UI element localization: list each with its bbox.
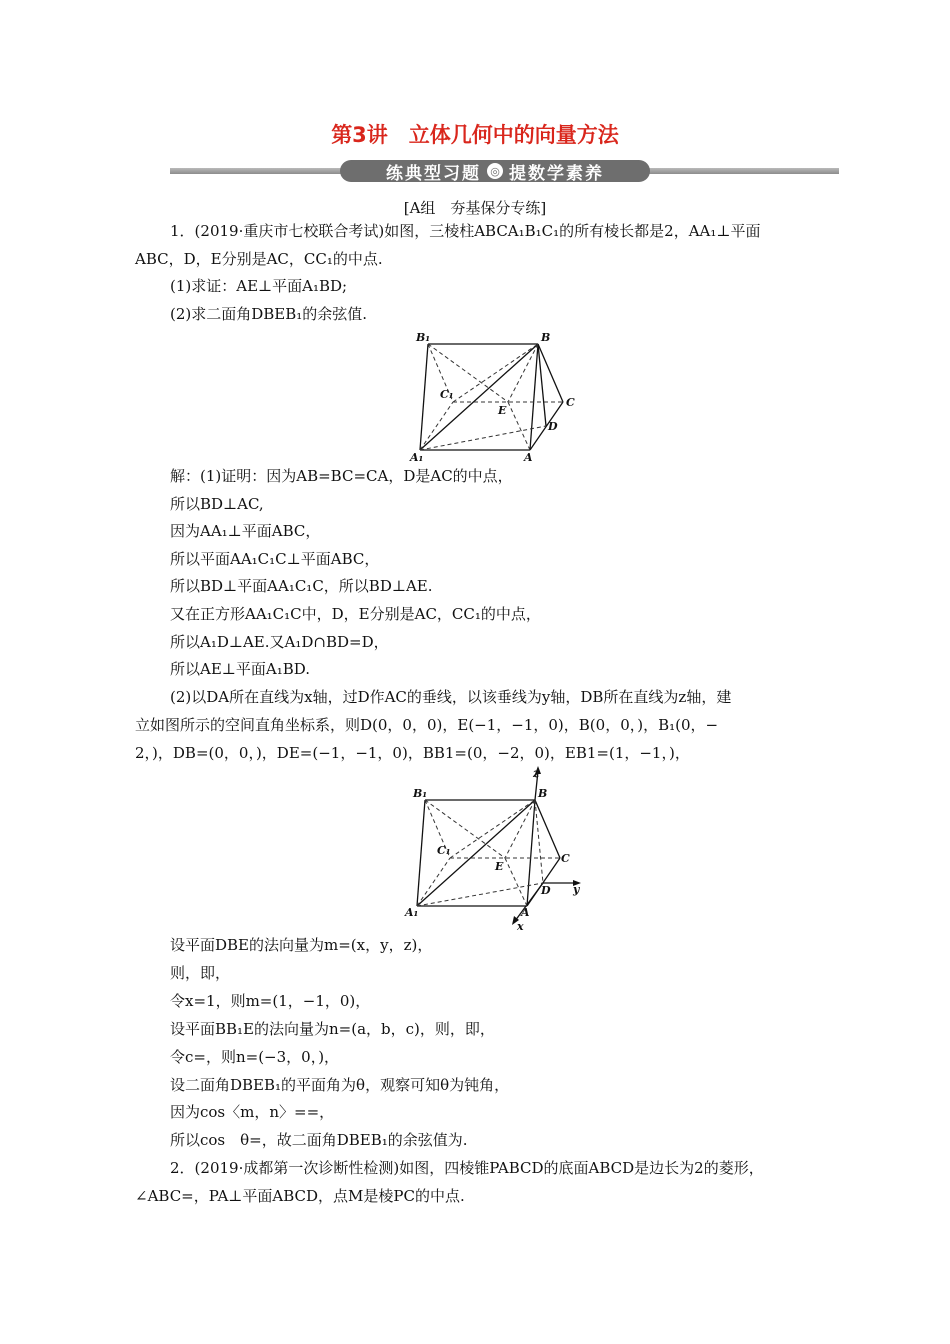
banner-right-text: 提数学素养 [509,163,604,184]
prism-figure-2 [395,763,595,933]
banner-pill [340,160,650,182]
fig2-label-a: A [521,906,530,919]
solution-part2-line-7: 设平面BB₁E的法向量为n=(a，b，c)，则，即， [170,1020,495,1038]
page-title: 第3讲 立体几何中的向量方法 [331,123,619,147]
problem-1-line-1: 1．(2019·重庆市七校联合考试)如图，三棱柱ABCA₁B₁C₁的所有棱长都是2，AA₁⊥平面 [170,222,761,240]
section-banner [170,160,839,182]
fig2-label-c1: C₁ [437,844,451,857]
solution-line-7: 所以A₁D⊥AE.又A₁D∩BD=D， [170,633,389,651]
solution-part2-line-5: 则，即， [170,964,231,982]
problem-2-line-2: ∠ABC=，PA⊥平面ABCD，点M是棱PC的中点. [135,1187,465,1205]
section-heading: [A组 夯基保分专练] [403,199,547,217]
fig2-label-b1: B₁ [413,787,428,800]
solution-part2-line-2: 立如图所示的空间直角坐标系，则D(0，0，0)，E(−1，−1，0)，B(0，0，)，B₁(0，− [135,716,719,734]
fig2-label-d: D [541,884,551,897]
solution-part2-line-8: 令c=，则n=(−3，0，)， [170,1048,340,1066]
fig1-label-b1: B₁ [416,331,431,344]
fig2-label-y: y [573,883,580,896]
fig1-label-b: B [541,331,551,344]
solution-part2-line-1: (2)以DA所在直线为x轴，过D作AC的垂线，以该垂线为y轴，DB所在直线为z轴，建 [170,688,732,706]
solution-part2-line-9: 设二面角DBEB₁的平面角为θ，观察可知θ为钝角， [170,1076,510,1094]
solution-line-8: 所以AE⊥平面A₁BD. [170,660,311,678]
fig2-label-z: z [533,767,540,780]
fig2-label-a1: A₁ [405,906,419,919]
fig1-label-c1: C₁ [440,388,454,401]
fig2-label-c: C [561,852,570,865]
solution-line-1: 解：(1)证明：因为AB=BC=CA，D是AC的中点， [170,467,513,485]
solution-line-6: 又在正方形AA₁C₁C中，D，E分别是AC，CC₁的中点， [170,605,541,623]
solution-line-4: 所以平面AA₁C₁C⊥平面ABC， [170,550,380,568]
fig2-label-e: E [495,860,504,873]
problem-1-part-2: (2)求二面角DBEB₁的余弦值. [170,305,368,323]
problem-1-part-1: (1)求证：AE⊥平面A₁BD; [170,277,348,295]
banner-left-text: 练典型习题 [386,163,481,184]
problem-1-line-2: ABC，D，E分别是AC，CC₁的中点. [135,250,383,268]
fig1-label-e: E [498,404,507,417]
solution-line-5: 所以BD⊥平面AA₁C₁C，所以BD⊥AE. [170,577,433,595]
fig2-label-b: B [538,787,548,800]
fig1-label-c: C [566,396,575,409]
solution-part2-line-3: 2，)，DB=(0，0，)，DE=(−1，−1，0)，BB1=(0，−2，0)，EB1=(1，−1，)， [135,744,690,762]
solution-part2-line-6: 令x=1，则m=(1，−1，0)， [170,992,371,1010]
solution-part2-line-4: 设平面DBE的法向量为m=(x，y，z)， [170,936,433,954]
prism-figure-1 [400,328,590,463]
fig1-label-a: A [524,451,533,463]
solution-part2-line-11: 所以cos θ=，故二面角DBEB₁的余弦值为. [170,1131,468,1149]
solution-line-3: 因为AA₁⊥平面ABC， [170,522,321,540]
solution-part2-line-10: 因为cos〈m，n〉==， [170,1103,335,1121]
solution-line-2: 所以BD⊥AC, [170,495,264,513]
problem-2-line-1: 2．(2019·成都第一次诊断性检测)如图，四棱锥PABCD的底面ABCD是边长为2的菱形， [170,1159,764,1177]
fig1-label-d: D [548,420,558,433]
banner-badge-icon: ◎ [487,163,503,179]
fig2-label-x: x [517,920,524,933]
fig1-label-a1: A₁ [410,451,424,463]
